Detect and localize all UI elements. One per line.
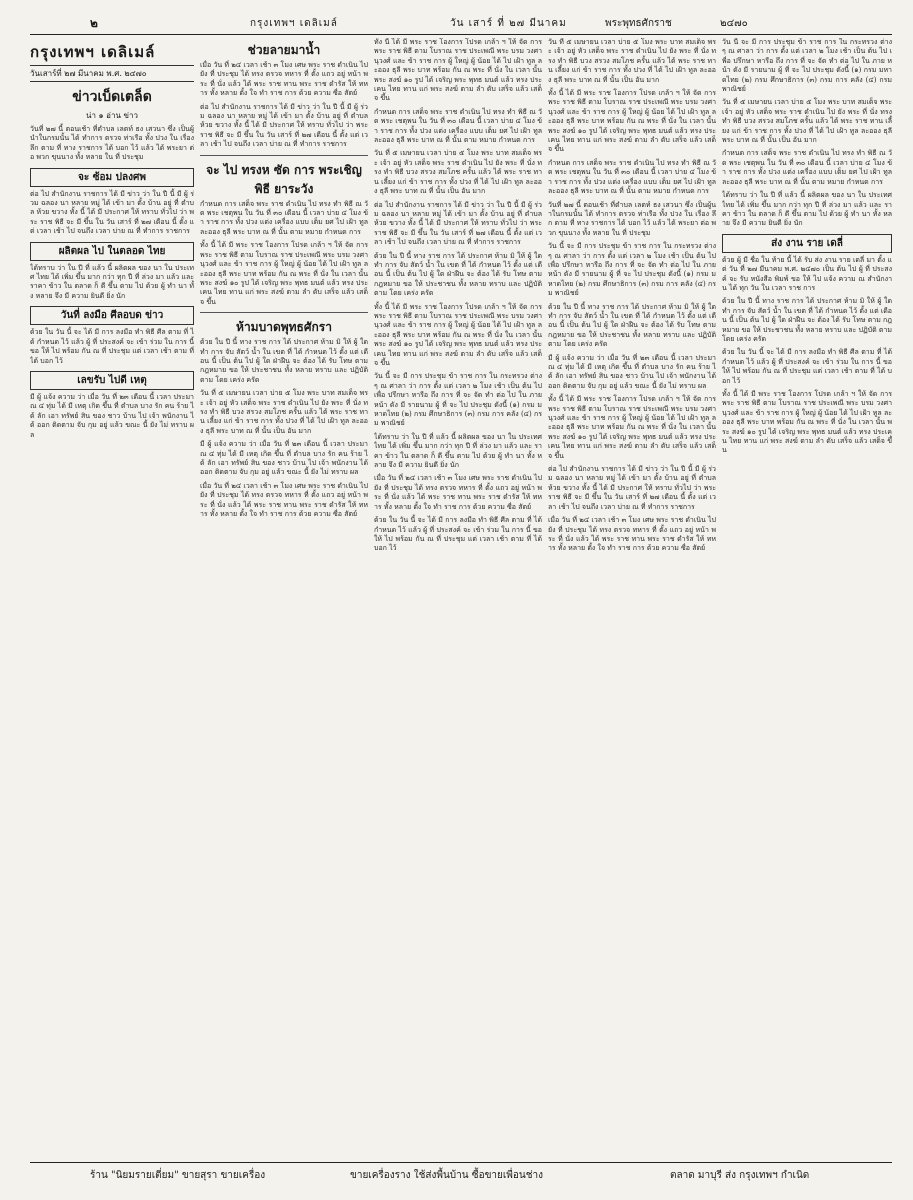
article-text: เมื่อ วัน ที่ ๒๔ เวลา เช้า ๓ โมง เศษ พระ ราช ดำเนิน ไป ยัง ที่ ประชุม ได้ ทรง ตรวจ ทหาร ที่ ตั้ง แถว อยู่ หน้า พระ ที่ นั่ง แล้ว ได้ พระ ราช ทาน พระ ราช ดำรัส ให้ ทหาร ทั้ง หลาย ตั้ง ใจ ทำ ราช การ ด้วย ความ ซื่อ สัตย์ <box>200 61 368 98</box>
footer-ad: ขายเครื่องราง ใช้ส่งพื้นบ้าน ซื้อขายเพื่อนช่าง <box>350 1170 544 1181</box>
column2-headline: ช่วยลายมาน้ำ <box>247 43 321 57</box>
article-text: ต่อ ไป สำนักงาน ราชการ ได้ มี ข่าว ว่า ใน ปี นี้ มี ผู้ ร่วม ฉลอง นา หลาย หมู่ ได้ เข้า มา ตั้ง บ้าน อยู่ ที่ ตำบล ห้วย ขวาง ทั้ง นี้ ได้ มี ประกาศ ให้ ทราบ ทั่วไป ว่า พระ ราช พิธี จะ มี ขึ้น ใน วัน เสาร์ ที่ ๒๗ เดือน นี้ ตั้ง แต่ เวลา เช้า ไป จนถึง เวลา บ่าย ณ ที่ ทำการ ราชการ <box>548 465 716 511</box>
section-rule <box>200 155 368 156</box>
section-heading: วันที่ ลงมือ ศีลอบด ข่าว <box>30 306 194 325</box>
article-text: ด้วย ใน วัน นี้ จะ ได้ มี การ ลงมือ ทำ พิธี ศีล ตาม ที่ ได้ กำหนด ไว้ แล้ว ผู้ ที่ ประสงค์ จะ เข้า ร่วม ใน การ นี้ ขอ ให้ ไป พร้อม กัน ณ ที่ ประชุม แต่ เวลา เช้า ตาม ที่ ได้ บอก ไว้ <box>30 328 194 365</box>
article-text: ด้วย ใน ปี นี้ ทาง ราช การ ได้ ประกาศ ห้าม มิ ให้ ผู้ ใด ทำ การ จับ สัตว์ น้ำ ใน เขต ที่ ได้ กำหนด ไว้ ตั้ง แต่ เดือน นี้ เป็น ต้น ไป ผู้ ใด ฝ่าฝืน จะ ต้อง ได้ รับ โทษ ตาม กฎหมาย ขอ ให้ ประชาชน ทั้ง หลาย ทราบ และ ปฏิบัติ ตาม โดย เคร่ง ครัด <box>200 338 368 384</box>
column1-headline: ข่าวเบ็ดเตล็ด <box>72 89 152 105</box>
article-text: มี ผู้ แจ้ง ความ ว่า เมื่อ วัน ที่ ๒๓ เดือน นี้ เวลา ประมาณ ๔ ทุ่ม ได้ มี เหตุ เกิด ขึ้น ที่ ตำบล บาง รัก คน ร้าย ได้ ลัก เอา ทรัพย์ สิน ของ ชาว บ้าน ไป เจ้า พนักงาน ได้ ออก ติดตาม จับ กุม อยู่ แล้ว ขณะ นี้ ยัง ไม่ ทราบ ผล <box>30 392 194 439</box>
footer-ad-strip <box>30 1168 892 1186</box>
article-text: ได้ทราบ ว่า ใน ปี ที่ แล้ว นี้ ผลิตผล ของ นา ใน ประเทศ ไทย ได้ เพิ่ม ขึ้น มาก กว่า ทุก ปี ที่ ล่วง มา แล้ว และ ราคา ข้าว ใน ตลาด ก็ ดี ขึ้น ตาม ไป ด้วย ผู้ ทำ นา ทั้ง หลาย จึง มี ความ ยินดี ยิ่ง นัก <box>374 432 542 470</box>
column-5 <box>722 38 892 1158</box>
article-text: กำหนด การ เสด็จ พระ ราช ดำเนิน ไป ทรง ทำ พิธี ณ วัด พระ เชตุพน ใน วัน ที่ ๓๐ เดือน นี้ เวลา บ่าย ๔ โมง ข้า ราช การ ทั้ง ปวง แต่ง เครื่อง แบบ เต็ม ยศ ไป เฝ้า ทูล ละออง ธุลี พระ บาท ณ ที่ นั้น ตาม หมาย กำหนด การ <box>548 158 716 196</box>
top-rule <box>30 34 892 35</box>
article-text: กำหนด การ เสด็จ พระ ราช ดำเนิน ไป ทรง ทำ พิธี ณ วัด พระ เชตุพน ใน วัน ที่ ๓๐ เดือน นี้ เวลา บ่าย ๔ โมง ข้า ราช การ ทั้ง ปวง แต่ง เครื่อง แบบ เต็ม ยศ ไป เฝ้า ทูล ละออง ธุลี พระ บาท ณ ที่ นั้น ตาม หมาย กำหนด การ <box>722 149 892 186</box>
article-text: ทั้ง นี้ ได้ มี พระ ราช โองการ โปรด เกล้า ฯ ให้ จัด การ พระ ราช พิธี ตาม โบราณ ราช ประเพณี พระ บรม วงศานุวงศ์ และ ข้า ราช การ ผู้ ใหญ่ ผู้ น้อย ได้ ไป เฝ้า ทูล ละออง ธุลี พระ บาท พร้อม กัน ณ พระ ที่ นั่ง ใน เวลา นั้น พระ สงฆ์ ๑๐ รูป ได้ เจริญ พระ พุทธ มนต์ แล้ว ทรง ประเคน ไทย ทาน แก่ พระ สงฆ์ ตาม ลำ ดับ เสร็จ แล้ว เสด็จ ขึ้น <box>200 241 368 306</box>
article-text: วัน นี้ จะ มี การ ประชุม ข้า ราช การ ใน กระทรวง ต่าง ๆ ณ ศาลา ว่า การ ตั้ง แต่ เวลา ๒ โมง เช้า เป็น ต้น ไป เพื่อ ปรึกษา หารือ ถึง การ ที่ จะ จัด ทำ ต่อ ไป ใน ภาย หน้า ดัง มี รายนาม ผู้ ที่ จะ ไป ประชุม ดังนี้ (๑) กรม มหาดไทย (๒) กรม ศึกษาธิการ (๓) กรม การ คลัง (๔) กรม พาณิชย์ <box>374 372 542 428</box>
section-rule <box>200 312 368 313</box>
article-text: ด้วย ใน วัน นี้ จะ ได้ มี การ ลงมือ ทำ พิธี ศีล ตาม ที่ ได้ กำหนด ไว้ แล้ว ผู้ ที่ ประสงค์ จะ เข้า ร่วม ใน การ นี้ ขอ ให้ ไป พร้อม กัน ณ ที่ ประชุม แต่ เวลา เช้า ตาม ที่ ได้ บอก ไว้ <box>722 348 892 385</box>
article-text: เมื่อ วัน ที่ ๒๔ เวลา เช้า ๓ โมง เศษ พระ ราช ดำเนิน ไป ยัง ที่ ประชุม ได้ ทรง ตรวจ ทหาร ที่ ตั้ง แถว อยู่ หน้า พระ ที่ นั่ง แล้ว ได้ พระ ราช ทาน พระ ราช ดำรัส ให้ ทหาร ทั้ง หลาย ตั้ง ใจ ทำ ราช การ ด้วย ความ ซื่อ สัตย์ <box>200 481 368 519</box>
article-text: วัน นี้ จะ มี การ ประชุม ข้า ราช การ ใน กระทรวง ต่าง ๆ ณ ศาลา ว่า การ ตั้ง แต่ เวลา ๒ โมง เช้า เป็น ต้น ไป เพื่อ ปรึกษา หารือ ถึง การ ที่ จะ จัด ทำ ต่อ ไป ใน ภาย หน้า ดัง มี รายนาม ผู้ ที่ จะ ไป ประชุม ดังนี้ (๑) กรม มหาดไทย (๒) กรม ศึกษาธิการ (๓) กรม การ คลัง (๔) กรม พาณิชย์ <box>722 38 892 94</box>
section-heading: ผลิตผล ไป ในตลอด ไทย <box>30 242 194 261</box>
footer-ad: ตลาด มาบุรี ส่ง กรุงเทพฯ กำเนิด <box>670 1170 810 1181</box>
section-heading: จะ ซ้อม ปลงศพ <box>30 168 194 187</box>
section-heading: ส่ง งาน ราย เดลี่ <box>722 234 892 253</box>
section-heading: ห้ามบาดพุทธศักรา <box>236 320 332 335</box>
article-text: กำหนด การ เสด็จ พระ ราช ดำเนิน ไป ทรง ทำ พิธี ณ วัด พระ เชตุพน ใน วัน ที่ ๓๐ เดือน นี้ เวลา บ่าย ๔ โมง ข้า ราช การ ทั้ง ปวง แต่ง เครื่อง แบบ เต็ม ยศ ไป เฝ้า ทูล ละออง ธุลี พระ บาท ณ ที่ นั้น ตาม หมาย กำหนด การ <box>374 107 542 145</box>
bottom-rule <box>30 1162 892 1163</box>
article-text: เมื่อ วัน ที่ ๒๔ เวลา เช้า ๓ โมง เศษ พระ ราช ดำเนิน ไป ยัง ที่ ประชุม ได้ ทรง ตรวจ ทหาร ที่ ตั้ง แถว อยู่ หน้า พระ ที่ นั่ง แล้ว ได้ พระ ราช ทาน พระ ราช ดำรัส ให้ ทหาร ทั้ง หลาย ตั้ง ใจ ทำ ราช การ ด้วย ความ ซื่อ สัตย์ <box>374 474 542 511</box>
article-text: กำหนด การ เสด็จ พระ ราช ดำเนิน ไป ทรง ทำ พิธี ณ วัด พระ เชตุพน ใน วัน ที่ ๓๐ เดือน นี้ เวลา บ่าย ๔ โมง ข้า ราช การ ทั้ง ปวง แต่ง เครื่อง แบบ เต็ม ยศ ไป เฝ้า ทูล ละออง ธุลี พระ บาท ณ ที่ นั้น ตาม หมาย กำหนด การ <box>200 199 368 236</box>
article-text: เมื่อ วัน ที่ ๒๔ เวลา เช้า ๓ โมง เศษ พระ ราช ดำเนิน ไป ยัง ที่ ประชุม ได้ ทรง ตรวจ ทหาร ที่ ตั้ง แถว อยู่ หน้า พระ ที่ นั่ง แล้ว ได้ พระ ราช ทาน พระ ราช ดำรัส ให้ ทหาร ทั้ง หลาย ตั้ง ใจ ทำ ราช การ ด้วย ความ ซื่อ สัตย์ <box>548 516 716 553</box>
article-text: วันที่ ๒๗ นี้ ตอนเช้า ที่ตำบล เลตท์ ธง เสวนา ซึ่ง เป็นผู้นำในกรมนั้น ได้ ทำการ ตรวจ ท่าเรือ ทั้ง ปวง ใน เรื่อง ลึก ตาม ที่ ทาง ราชการ ได้ บอก ไว้ แล้ว ได้ พระยา ต่อ พวก ขุนนาง ทั้ง หลาย ใน ที่ ประชุม <box>548 200 716 237</box>
column1-kicker: น่า ๑ อ่าน ข่าว <box>86 111 138 120</box>
column-2 <box>200 38 368 1158</box>
article-text: ได้ทราบ ว่า ใน ปี ที่ แล้ว นี้ ผลิตผล ของ นา ใน ประเทศ ไทย ได้ เพิ่ม ขึ้น มาก กว่า ทุก ปี ที่ ล่วง มา แล้ว และ ราคา ข้าว ใน ตลาด ก็ ดี ขึ้น ตาม ไป ด้วย ผู้ ทำ นา ทั้ง หลาย จึง มี ความ ยินดี ยิ่ง นัก <box>30 263 194 300</box>
article-text: วัน ที่ ๕ เมษายน เวลา บ่าย ๕ โมง พระ บาท สมเด็จ พระ เจ้า อยู่ หัว เสด็จ พระ ราช ดำเนิน ไป ยัง พระ ที่ นั่ง ทรง ทำ พิธี บวง สรวง สมโภช ครั้น แล้ว ได้ พระ ราช ทาน เลี้ยง แก่ ข้า ราช การ ทั้ง ปวง ที่ ได้ ไป เฝ้า ทูล ละออง ธุลี พระ บาท ณ ที่ นั้น เป็น อัน มาก <box>548 38 716 84</box>
masthead-dateline: วันเสาร์ที่ ๒๗ มีนาคม พ.ศ. ๒๔๗๐ <box>30 65 194 82</box>
article-text: ด้วย ใน วัน นี้ จะ ได้ มี การ ลงมือ ทำ พิธี ศีล ตาม ที่ ได้ กำหนด ไว้ แล้ว ผู้ ที่ ประสงค์ จะ เข้า ร่วม ใน การ นี้ ขอ ให้ ไป พร้อม กัน ณ ที่ ประชุม แต่ เวลา เช้า ตาม ที่ ได้ บอก ไว้ <box>374 516 542 553</box>
column-1 <box>30 38 194 1158</box>
running-head-era: พระพุทธศักราช <box>605 18 672 29</box>
section-heading: จะ ไป ทรงห ซัด การ พระเชิญ พิธี ยาระวัง <box>206 162 362 196</box>
article-text: ต่อ ไป สำนักงาน ราชการ ได้ มี ข่าว ว่า ใน ปี นี้ มี ผู้ ร่วม ฉลอง นา หลาย หมู่ ได้ เข้า มา ตั้ง บ้าน อยู่ ที่ ตำบล ห้วย ขวาง ทั้ง นี้ ได้ มี ประกาศ ให้ ทราบ ทั่วไป ว่า พระ ราช พิธี จะ มี ขึ้น ใน วัน เสาร์ ที่ ๒๗ เดือน นี้ ตั้ง แต่ เวลา เช้า ไป จนถึง เวลา บ่าย ณ ที่ ทำการ ราชการ <box>374 200 542 247</box>
footer-ad: ร้าน "นิยมรายเตี่ยม" ขายสุรา ขายเครื่อง <box>90 1170 266 1181</box>
article-text: มี ผู้ แจ้ง ความ ว่า เมื่อ วัน ที่ ๒๓ เดือน นี้ เวลา ประมาณ ๔ ทุ่ม ได้ มี เหตุ เกิด ขึ้น ที่ ตำบล บาง รัก คน ร้าย ได้ ลัก เอา ทรัพย์ สิน ของ ชาว บ้าน ไป เจ้า พนักงาน ได้ ออก ติดตาม จับ กุม อยู่ แล้ว ขณะ นี้ ยัง ไม่ ทราบ ผล <box>200 440 368 477</box>
running-head <box>30 14 892 32</box>
running-head-year: ๒๔๗๐ <box>720 18 748 29</box>
article-text: ด้วย ผู้ มี ชื่อ ใน ท้าย นี้ ได้ รับ ส่ง งาน ราย เดลี่ มา ตั้ง แต่ วัน ที่ ๒๗ มีนาคม พ.ศ. ๒๔๗๐ เป็น ต้น ไป ผู้ ที่ ประสงค์ จะ รับ หนังสือ พิมพ์ ขอ ให้ ไป แจ้ง ความ ณ สำนักงาน ได้ ทุก วัน ใน เวลา ราช การ <box>722 255 892 292</box>
article-text: ทั้ง นี้ ได้ มี พระ ราช โองการ โปรด เกล้า ฯ ให้ จัด การ พระ ราช พิธี ตาม โบราณ ราช ประเพณี พระ บรม วงศานุวงศ์ และ ข้า ราช การ ผู้ ใหญ่ ผู้ น้อย ได้ ไป เฝ้า ทูล ละออง ธุลี พระ บาท พร้อม กัน ณ พระ ที่ นั่ง ใน เวลา นั้น พระ สงฆ์ ๑๐ รูป ได้ เจริญ พระ พุทธ มนต์ แล้ว ทรง ประเคน ไทย ทาน แก่ พระ สงฆ์ ตาม ลำ ดับ เสร็จ แล้ว เสด็จ ขึ้น <box>722 390 892 455</box>
column-4 <box>548 38 716 1158</box>
article-text: วัน ที่ ๕ เมษายน เวลา บ่าย ๕ โมง พระ บาท สมเด็จ พระ เจ้า อยู่ หัว เสด็จ พระ ราช ดำเนิน ไป ยัง พระ ที่ นั่ง ทรง ทำ พิธี บวง สรวง สมโภช ครั้น แล้ว ได้ พระ ราช ทาน เลี้ยง แก่ ข้า ราช การ ทั้ง ปวง ที่ ได้ ไป เฝ้า ทูล ละออง ธุลี พระ บาท ณ ที่ นั้น เป็น อัน มาก <box>200 389 368 435</box>
article-text: ด้วย ใน ปี นี้ ทาง ราช การ ได้ ประกาศ ห้าม มิ ให้ ผู้ ใด ทำ การ จับ สัตว์ น้ำ ใน เขต ที่ ได้ กำหนด ไว้ ตั้ง แต่ เดือน นี้ เป็น ต้น ไป ผู้ ใด ฝ่าฝืน จะ ต้อง ได้ รับ โทษ ตาม กฎหมาย ขอ ให้ ประชาชน ทั้ง หลาย ทราบ และ ปฏิบัติ ตาม โดย เคร่ง ครัด <box>722 297 892 343</box>
article-text: ด้วย ใน ปี นี้ ทาง ราช การ ได้ ประกาศ ห้าม มิ ให้ ผู้ ใด ทำ การ จับ สัตว์ น้ำ ใน เขต ที่ ได้ กำหนด ไว้ ตั้ง แต่ เดือน นี้ เป็น ต้น ไป ผู้ ใด ฝ่าฝืน จะ ต้อง ได้ รับ โทษ ตาม กฎหมาย ขอ ให้ ประชาชน ทั้ง หลาย ทราบ และ ปฏิบัติ ตาม โดย เคร่ง ครัด <box>548 302 716 349</box>
article-text: ต่อ ไป สำนักงาน ราชการ ได้ มี ข่าว ว่า ใน ปี นี้ มี ผู้ ร่วม ฉลอง นา หลาย หมู่ ได้ เข้า มา ตั้ง บ้าน อยู่ ที่ ตำบล ห้วย ขวาง ทั้ง นี้ ได้ มี ประกาศ ให้ ทราบ ทั่วไป ว่า พระ ราช พิธี จะ มี ขึ้น ใน วัน เสาร์ ที่ ๒๗ เดือน นี้ ตั้ง แต่ เวลา เช้า ไป จนถึง เวลา บ่าย ณ ที่ ทำการ ราชการ <box>200 102 368 149</box>
newspaper-page <box>30 14 892 1190</box>
article-text: วัน ที่ ๕ เมษายน เวลา บ่าย ๕ โมง พระ บาท สมเด็จ พระ เจ้า อยู่ หัว เสด็จ พระ ราช ดำเนิน ไป ยัง พระ ที่ นั่ง ทรง ทำ พิธี บวง สรวง สมโภช ครั้น แล้ว ได้ พระ ราช ทาน เลี้ยง แก่ ข้า ราช การ ทั้ง ปวง ที่ ได้ ไป เฝ้า ทูล ละออง ธุลี พระ บาท ณ ที่ นั้น เป็น อัน มาก <box>722 98 892 145</box>
article-text: ได้ทราบ ว่า ใน ปี ที่ แล้ว นี้ ผลิตผล ของ นา ใน ประเทศ ไทย ได้ เพิ่ม ขึ้น มาก กว่า ทุก ปี ที่ ล่วง มา แล้ว และ ราคา ข้าว ใน ตลาด ก็ ดี ขึ้น ตาม ไป ด้วย ผู้ ทำ นา ทั้ง หลาย จึง มี ความ ยินดี ยิ่ง นัก <box>722 191 892 228</box>
article-text: ทั้ง นี้ ได้ มี พระ ราช โองการ โปรด เกล้า ฯ ให้ จัด การ พระ ราช พิธี ตาม โบราณ ราช ประเพณี พระ บรม วงศานุวงศ์ และ ข้า ราช การ ผู้ ใหญ่ ผู้ น้อย ได้ ไป เฝ้า ทูล ละออง ธุลี พระ บาท พร้อม กัน ณ พระ ที่ นั่ง ใน เวลา นั้น พระ สงฆ์ ๑๐ รูป ได้ เจริญ พระ พุทธ มนต์ แล้ว ทรง ประเคน ไทย ทาน แก่ พระ สงฆ์ ตาม ลำ ดับ เสร็จ แล้ว เสด็จ ขึ้น <box>374 38 542 103</box>
article-text: ทั้ง นี้ ได้ มี พระ ราช โองการ โปรด เกล้า ฯ ให้ จัด การ พระ ราช พิธี ตาม โบราณ ราช ประเพณี พระ บรม วงศานุวงศ์ และ ข้า ราช การ ผู้ ใหญ่ ผู้ น้อย ได้ ไป เฝ้า ทูล ละออง ธุลี พระ บาท พร้อม กัน ณ พระ ที่ นั่ง ใน เวลา นั้น พระ สงฆ์ ๑๐ รูป ได้ เจริญ พระ พุทธ มนต์ แล้ว ทรง ประเคน ไทย ทาน แก่ พระ สงฆ์ ตาม ลำ ดับ เสร็จ แล้ว เสด็จ ขึ้น <box>374 302 542 367</box>
article-text: ต่อ ไป สำนักงาน ราชการ ได้ มี ข่าว ว่า ใน ปี นี้ มี ผู้ ร่วม ฉลอง นา หลาย หมู่ ได้ เข้า มา ตั้ง บ้าน อยู่ ที่ ตำบล ห้วย ขวาง ทั้ง นี้ ได้ มี ประกาศ ให้ ทราบ ทั่วไป ว่า พระ ราช พิธี จะ มี ขึ้น ใน วัน เสาร์ ที่ ๒๗ เดือน นี้ ตั้ง แต่ เวลา เช้า ไป จนถึง เวลา บ่าย ณ ที่ ทำการ ราชการ <box>30 189 194 236</box>
article-text: มี ผู้ แจ้ง ความ ว่า เมื่อ วัน ที่ ๒๓ เดือน นี้ เวลา ประมาณ ๔ ทุ่ม ได้ มี เหตุ เกิด ขึ้น ที่ ตำบล บาง รัก คน ร้าย ได้ ลัก เอา ทรัพย์ สิน ของ ชาว บ้าน ไป เจ้า พนักงาน ได้ ออก ติดตาม จับ กุม อยู่ แล้ว ขณะ นี้ ยัง ไม่ ทราบ ผล <box>548 353 716 390</box>
article-text: วัน นี้ จะ มี การ ประชุม ข้า ราช การ ใน กระทรวง ต่าง ๆ ณ ศาลา ว่า การ ตั้ง แต่ เวลา ๒ โมง เช้า เป็น ต้น ไป เพื่อ ปรึกษา หารือ ถึง การ ที่ จะ จัด ทำ ต่อ ไป ใน ภาย หน้า ดัง มี รายนาม ผู้ ที่ จะ ไป ประชุม ดังนี้ (๑) กรม มหาดไทย (๒) กรม ศึกษาธิการ (๓) กรม การ คลัง (๔) กรม พาณิชย์ <box>548 242 716 298</box>
article-text: วันที่ ๒๗ นี้ ตอนเช้า ที่ตำบล เลตท์ ธง เสวนา ซึ่ง เป็นผู้นำในกรมนั้น ได้ ทำการ ตรวจ ท่าเรือ ทั้ง ปวง ใน เรื่อง ลึก ตาม ที่ ทาง ราชการ ได้ บอก ไว้ แล้ว ได้ พระยา ต่อ พวก ขุนนาง ทั้ง หลาย ใน ที่ ประชุม <box>30 125 194 162</box>
running-head-paper: กรุงเทพฯ เดลิเมล์ <box>250 18 338 29</box>
article-text: ทั้ง นี้ ได้ มี พระ ราช โองการ โปรด เกล้า ฯ ให้ จัด การ พระ ราช พิธี ตาม โบราณ ราช ประเพณี พระ บรม วงศานุวงศ์ และ ข้า ราช การ ผู้ ใหญ่ ผู้ น้อย ได้ ไป เฝ้า ทูล ละออง ธุลี พระ บาท พร้อม กัน ณ พระ ที่ นั่ง ใน เวลา นั้น พระ สงฆ์ ๑๐ รูป ได้ เจริญ พระ พุทธ มนต์ แล้ว ทรง ประเคน ไทย ทาน แก่ พระ สงฆ์ ตาม ลำ ดับ เสร็จ แล้ว เสด็จ ขึ้น <box>548 395 716 460</box>
masthead-title: กรุงเทพฯ เดลิเมล์ <box>30 43 156 61</box>
page-number: ๒ <box>90 16 98 30</box>
article-text: วัน ที่ ๕ เมษายน เวลา บ่าย ๕ โมง พระ บาท สมเด็จ พระ เจ้า อยู่ หัว เสด็จ พระ ราช ดำเนิน ไป ยัง พระ ที่ นั่ง ทรง ทำ พิธี บวง สรวง สมโภช ครั้น แล้ว ได้ พระ ราช ทาน เลี้ยง แก่ ข้า ราช การ ทั้ง ปวง ที่ ได้ ไป เฝ้า ทูล ละออง ธุลี พระ บาท ณ ที่ นั้น เป็น อัน มาก <box>374 149 542 196</box>
section-heading: เลขรับ ไปดี เหตุ <box>30 371 194 390</box>
column-3 <box>374 38 542 1158</box>
article-text: ทั้ง นี้ ได้ มี พระ ราช โองการ โปรด เกล้า ฯ ให้ จัด การ พระ ราช พิธี ตาม โบราณ ราช ประเพณี พระ บรม วงศานุวงศ์ และ ข้า ราช การ ผู้ ใหญ่ ผู้ น้อย ได้ ไป เฝ้า ทูล ละออง ธุลี พระ บาท พร้อม กัน ณ พระ ที่ นั่ง ใน เวลา นั้น พระ สงฆ์ ๑๐ รูป ได้ เจริญ พระ พุทธ มนต์ แล้ว ทรง ประเคน ไทย ทาน แก่ พระ สงฆ์ ตาม ลำ ดับ เสร็จ แล้ว เสด็จ ขึ้น <box>548 89 716 154</box>
running-head-date: วัน เสาร์ ที่ ๒๗ มีนาคม <box>450 18 567 29</box>
article-text: ด้วย ใน ปี นี้ ทาง ราช การ ได้ ประกาศ ห้าม มิ ให้ ผู้ ใด ทำ การ จับ สัตว์ น้ำ ใน เขต ที่ ได้ กำหนด ไว้ ตั้ง แต่ เดือน นี้ เป็น ต้น ไป ผู้ ใด ฝ่าฝืน จะ ต้อง ได้ รับ โทษ ตาม กฎหมาย ขอ ให้ ประชาชน ทั้ง หลาย ทราบ และ ปฏิบัติ ตาม โดย เคร่ง ครัด <box>374 251 542 298</box>
